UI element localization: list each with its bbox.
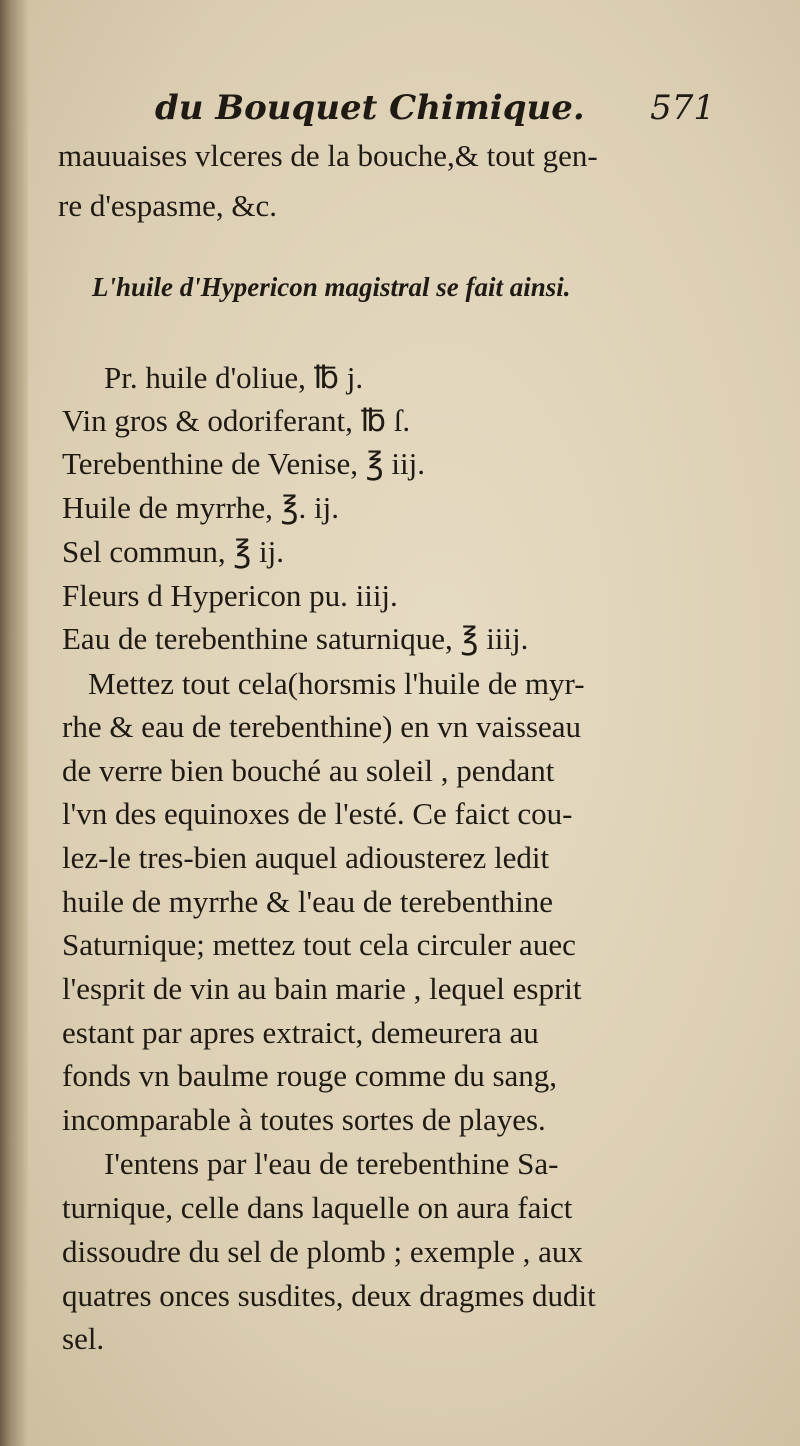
paragraph-line: l'esprit de vin au bain marie , lequel esprit <box>62 971 582 1006</box>
paragraph-line: quatres onces susdites, deux dragmes dudit <box>62 1278 596 1313</box>
paragraph-line: I'entens par l'eau de terebenthine Sa- <box>104 1146 559 1181</box>
page-number: 571 <box>650 88 715 128</box>
book-spine <box>0 0 28 1446</box>
paragraph-line: dissoudre du sel de plomb ; exemple , aux <box>62 1234 583 1269</box>
ingredient-line: Eau de terebenthine saturnique, ℥ iiij. <box>62 621 529 656</box>
ingredient-line: Fleurs d Hypericon pu. iiij. <box>62 578 398 613</box>
text-line: mauuaises vlceres de la bouche,& tout gen- <box>58 138 598 173</box>
recipe-heading: L'huile d'Hypericon magistral se fait ainsi. <box>92 272 571 302</box>
page-header <box>155 88 715 132</box>
paragraph-line: Saturnique; mettez tout cela circuler auec <box>62 927 576 962</box>
paragraph-line: l'vn des equinoxes de l'esté. Ce faict cou- <box>62 796 573 831</box>
paragraph-line: rhe & eau de terebenthine) en vn vaisseau <box>62 709 582 744</box>
paragraph-line: huile de myrrhe & l'eau de terebenthine <box>62 884 554 919</box>
ingredient-line: Terebenthine de Venise, ℥ iij. <box>62 446 425 481</box>
paragraph-line: Mettez tout cela(horsmis l'huile de myr- <box>88 666 585 701</box>
text-line: re d'espasme, &c. <box>58 188 278 223</box>
paragraph-line: lez-le tres-bien auquel adiousterez ledit <box>62 840 550 875</box>
paragraph-line: incomparable à toutes sortes de playes. <box>62 1102 546 1137</box>
ingredient-line: Huile de myrrhe, ℥. ij. <box>62 490 340 525</box>
paragraph-line: fonds vn baulme rouge comme du sang, <box>62 1058 558 1093</box>
ingredient-line: Sel commun, ℥ ij. <box>62 534 284 569</box>
ingredient-line: Vin gros & odoriferant, ℔ ſ. <box>62 403 411 438</box>
paragraph-line: de verre bien bouché au soleil , pendant <box>62 753 555 788</box>
paragraph-line: sel. <box>62 1321 105 1356</box>
running-title: du Bouquet Chimique. <box>155 88 585 128</box>
paragraph-line: estant par apres extraict, demeurera au <box>62 1015 539 1050</box>
paragraph-line: turnique, celle dans laquelle on aura faict <box>62 1190 573 1225</box>
ingredient-line: Pr. huile d'oliue, ℔ j. <box>104 360 364 395</box>
